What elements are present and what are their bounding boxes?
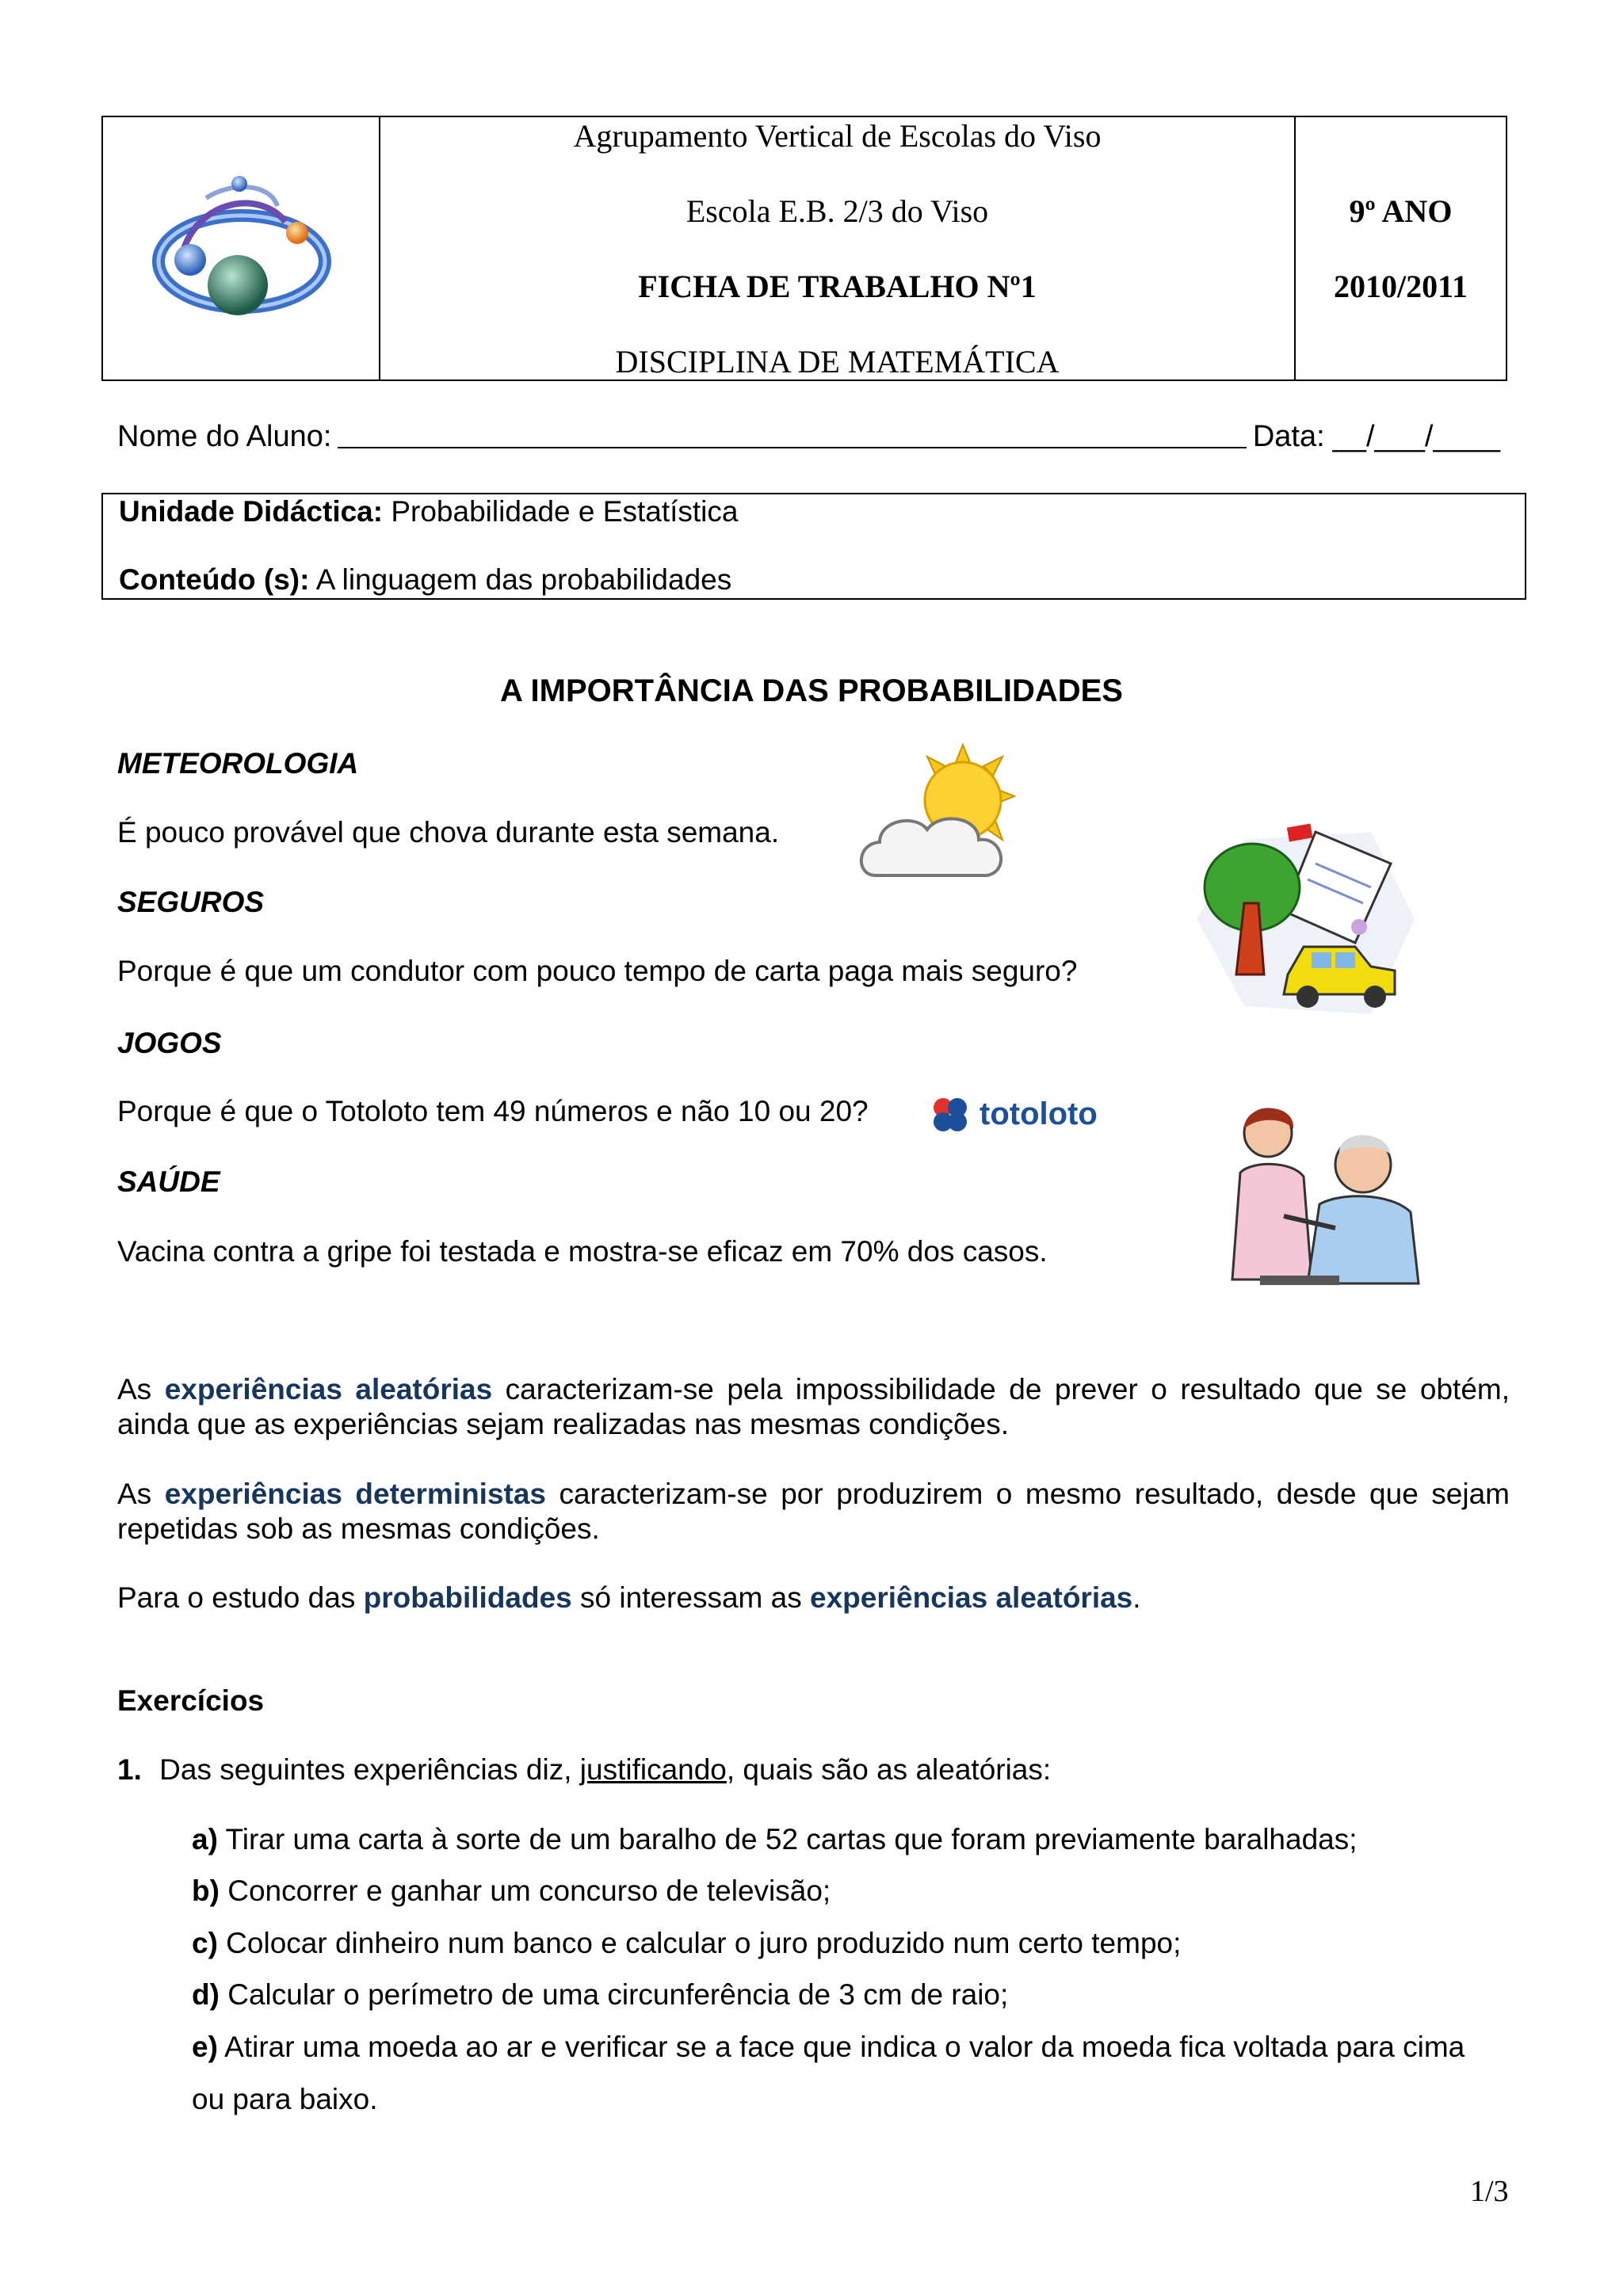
exercise-item-e	[192, 2030, 1465, 2065]
exercise-1-post: , quais são as aleatórias:	[726, 1753, 1052, 1786]
date-field[interactable]: __/___/____	[1332, 420, 1500, 453]
date-label: Data:	[1252, 420, 1325, 453]
exercise-item-d	[192, 1978, 1008, 2012]
grade: 9º ANO	[1349, 193, 1453, 229]
clover-icon	[927, 1092, 973, 1139]
p3-post: .	[1132, 1581, 1141, 1614]
item-letter: c)	[192, 1927, 218, 1959]
section-title-seguros: SEGUROS	[117, 886, 265, 918]
item-letter: d)	[192, 1978, 220, 2011]
unit-line	[119, 494, 738, 529]
exercises-title: Exercícios	[117, 1684, 265, 1717]
name-label: Nome do Aluno:	[117, 420, 332, 453]
p3-highlight2: experiências aleatórias	[810, 1581, 1133, 1614]
content-line	[119, 563, 731, 597]
section-title-meteorologia: METEOROLOGIA	[117, 747, 359, 780]
item-text: Atirar uma moeda ao ar e verificar se a face que indica o valor da moeda fica voltada para cima	[217, 2031, 1465, 2063]
exercise-1-prompt	[117, 1753, 1051, 1787]
p2-post: caracterizam-se por produzirem o mesmo resultado, desde que sejam repetidas sob as mesmas condições.	[117, 1478, 1510, 1545]
section-title-saude: SAÚDE	[117, 1165, 220, 1198]
section-text-jogos: Porque é que o Totoloto tem 49 números e não 10 ou 20?	[117, 1095, 869, 1127]
p3-pre: Para o estudo das	[117, 1581, 364, 1614]
school-logo-icon	[151, 174, 333, 333]
totoloto-text: totoloto	[980, 1097, 1098, 1131]
exercise-item-e-continued	[192, 2082, 378, 2117]
p2-pre: As	[117, 1478, 165, 1510]
student-info-line	[117, 418, 1500, 455]
school-name: Escola E.B. 2/3 do Viso	[685, 193, 989, 229]
item-text: ou para baixo.	[192, 2083, 378, 2115]
title-cell	[380, 117, 1296, 379]
p1-highlight: experiências aleatórias	[164, 1373, 493, 1405]
worksheet-title: FICHA DE TRABALHO Nº1	[638, 269, 1037, 304]
section-text-saude: Vacina contra a gripe foi testada e mostra-se eficaz em 70% dos casos.	[117, 1235, 1048, 1268]
totoloto-logo	[927, 1092, 1102, 1139]
exercise-1-number: 1.	[117, 1753, 142, 1786]
logo-cell	[103, 117, 380, 379]
sun-cloud-icon	[852, 741, 1026, 899]
name-field[interactable]	[338, 418, 1246, 448]
item-text: Concorrer e ganhar um concurso de televisão;	[219, 1875, 831, 1907]
main-heading: A IMPORTÂNCIA DAS PROBABILIDADES	[500, 673, 1123, 708]
page-number: 1/3	[1470, 2175, 1509, 2208]
unit-label: Unidade Didáctica:	[119, 495, 384, 528]
item-letter: e)	[192, 2031, 218, 2063]
p1-post: caracterizam-se pela impossibilidade de prever o resultado que se obtém, ainda que as experiências sejam realizadas nas mesmas condições.	[117, 1373, 1510, 1440]
exercise-item-a	[192, 1822, 1358, 1857]
paragraph-random-experiments	[117, 1372, 1510, 1442]
unit-box	[101, 493, 1526, 600]
content-label: Conteúdo (s):	[119, 563, 310, 596]
item-text: Tirar uma carta à sorte de um baralho de 52 cartas que foram previamente baralhadas;	[217, 1823, 1358, 1855]
exercise-item-c	[192, 1926, 1181, 1961]
p1-pre: As	[117, 1373, 165, 1405]
grade-cell	[1296, 117, 1506, 379]
school-group: Agrupamento Vertical de Escolas do Viso	[573, 118, 1102, 154]
subject: DISCIPLINA DE MATEMÁTICA	[615, 344, 1060, 379]
p3-highlight1: probabilidades	[363, 1581, 572, 1614]
exercise-1-underlined: justificando	[579, 1753, 727, 1786]
item-text: Colocar dinheiro num banco e calcular o juro produzido num certo tempo;	[217, 1927, 1182, 1959]
content-value: A linguagem das probabilidades	[309, 563, 732, 596]
item-letter: a)	[192, 1823, 218, 1855]
vaccine-clipart-icon	[1220, 1097, 1426, 1287]
paragraph-deterministic-experiments	[117, 1477, 1510, 1547]
p3-mid: só interessam as	[571, 1581, 810, 1614]
unit-value: Probabilidade e Estatística	[383, 495, 739, 528]
item-letter: b)	[192, 1875, 220, 1907]
section-text-seguros: Porque é que um condutor com pouco tempo de carta paga mais seguro?	[117, 955, 1078, 987]
insurance-clipart-icon	[1197, 816, 1419, 1022]
exercise-1-pre: Das seguintes experiências diz,	[159, 1753, 580, 1786]
item-text: Calcular o perímetro de uma circunferência de 3 cm de raio;	[219, 1978, 1009, 2011]
section-text-meteorologia: É pouco provável que chova durante esta semana.	[117, 816, 780, 849]
exercise-item-b	[192, 1874, 831, 1909]
paragraph-probabilities	[117, 1581, 1510, 1615]
header-table	[101, 116, 1507, 381]
school-year: 2010/2011	[1334, 269, 1468, 304]
p2-highlight: experiências deterministas	[164, 1478, 547, 1510]
section-title-jogos: JOGOS	[117, 1027, 222, 1059]
